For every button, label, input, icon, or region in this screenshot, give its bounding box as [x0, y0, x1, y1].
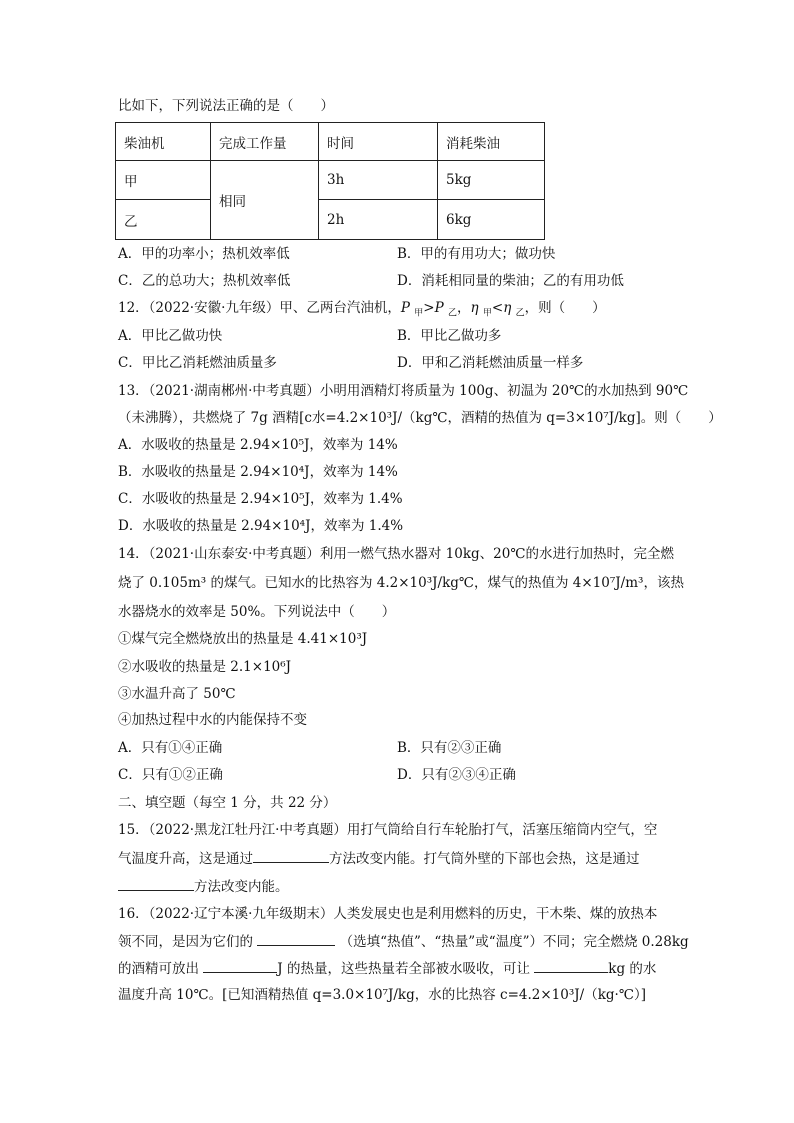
- q15-text: 方法改变内能。打气筒外壁的下部也会热，这是通过: [329, 851, 640, 867]
- answer-blank[interactable]: [118, 876, 194, 891]
- q15-text: 方法改变内能。: [194, 879, 289, 895]
- q12-option-d: D．甲和乙消耗燃油质量一样多: [397, 355, 584, 371]
- table-cell-merged: 相同: [211, 161, 319, 240]
- q13-line1: 13．（2021·湖南郴州·中考真题）小明用酒精灯将质量为 100g、初温为 20℃的水加热到 90℃: [118, 383, 689, 399]
- q14-statement-3: ③水温升高了 50℃: [118, 686, 236, 702]
- q11-option-a: A．甲的功率小；热机效率低: [118, 246, 290, 262]
- q14-option-a: A．只有①④正确: [118, 740, 223, 756]
- q14-line2: 烧了 0.105m³ 的煤气。已知水的比热容为 4.2×10³J/kg℃，煤气的热值为 4×10⁷J/m³，该热: [118, 575, 684, 591]
- q14-statement-4: ④加热过程中水的内能保持不变: [118, 712, 307, 728]
- table-header-row: [116, 123, 545, 161]
- q14-statement-1: ①煤气完全燃烧放出的热量是 4.41×10³J: [118, 631, 368, 647]
- table-header-cell: 完成工作量: [211, 123, 319, 161]
- q16-text: （选填“热值”、“热量”或“温度”）不同；完全燃烧 0.28kg: [339, 934, 689, 950]
- table-cell: 2h: [319, 200, 438, 240]
- answer-blank[interactable]: [253, 848, 329, 863]
- q12-option-a: A．甲比乙做功快: [118, 328, 223, 344]
- q12-option-b: B．甲比乙做功多: [397, 328, 502, 344]
- q12-option-c: C．甲比乙消耗燃油质量多: [118, 355, 277, 371]
- q16-line4: 温度升高 10℃。[已知酒精热值 q=3.0×10⁷J/kg，水的比热容 c=4.2×10³J/（kg·℃）]: [118, 987, 646, 1003]
- q14-line1: 14．（2021·山东泰安·中考真题）利用一燃气热水器对 10kg、20℃的水进行加热时，完全燃: [118, 546, 674, 562]
- table-cell: 5kg: [438, 161, 545, 200]
- q16-line2: [118, 931, 689, 952]
- intro-line: 比如下，下列说法正确的是（ ）: [118, 98, 334, 114]
- q13-option-d: D．水吸收的热量是 2.94×10⁴J，效率为 1.4%: [118, 518, 404, 534]
- table-cell: 乙: [116, 200, 211, 240]
- q15-line3: [118, 876, 289, 897]
- q14-option-c: C．只有①②正确: [118, 767, 223, 783]
- answer-blank[interactable]: [534, 958, 608, 973]
- table-row: [116, 161, 545, 200]
- data-table: [115, 122, 545, 240]
- q13-line2: （未沸腾），共燃烧了 7g 酒精[c水=4.2×10³J/（kg℃，酒精的热值为 q=3×10⁷J/kg]。则（ ）: [118, 410, 722, 426]
- table-header-cell: 柴油机: [116, 123, 211, 161]
- q16-line1: 16．（2022·辽宁本溪·九年级期末）人类发展史也是利用燃料的历史，干木柴、煤的放热本: [118, 906, 658, 922]
- q16-line3: [118, 958, 656, 979]
- q16-text: J 的热量，这些热量若全部被水吸收，可让: [277, 961, 530, 977]
- q15-line2: [118, 848, 640, 869]
- q11-option-b: B．甲的有用功大；做功快: [397, 246, 556, 262]
- q12-formula: P $_甲$>P $_乙$，η $_甲$<η $_乙$: [400, 300, 525, 319]
- table-cell: 3h: [319, 161, 438, 200]
- table-header-cell: 消耗柴油: [438, 123, 545, 161]
- table-header-cell: 时间: [319, 123, 438, 161]
- answer-blank[interactable]: [257, 931, 335, 946]
- q14-option-b: B．只有②③正确: [397, 740, 502, 756]
- q11-option-c: C．乙的总功大；热机效率低: [118, 273, 291, 289]
- table-cell: 6kg: [438, 200, 545, 240]
- q13-option-c: C．水吸收的热量是 2.94×10⁵J，效率为 1.4%: [118, 491, 403, 507]
- table-cell: 甲: [116, 161, 211, 200]
- q14-option-d: D．只有②③④正确: [397, 767, 516, 783]
- table-row: [116, 200, 545, 240]
- q16-text: 领不同，是因为它们的: [118, 934, 253, 950]
- q15-line1: 15．（2022·黑龙江牡丹江·中考真题）用打气筒给自行车轮胎打气，活塞压缩筒内空气，空: [118, 822, 658, 838]
- q16-text: 的酒精可放出: [118, 961, 199, 977]
- q12-stem-text: 12．（2022·安徽·九年级）甲、乙两台汽油机，: [118, 300, 401, 316]
- q14-line3: 水器烧水的效率是 50%。下列说法中（ ）: [118, 604, 396, 620]
- q12-stem: [118, 298, 606, 324]
- q11-option-d: D．消耗相同量的柴油；乙的有用功低: [397, 273, 624, 289]
- section-heading: 二、填空题（每空 1 分，共 22 分）: [118, 795, 337, 811]
- answer-blank[interactable]: [203, 958, 277, 973]
- q15-text: 气温度升高，这是通过: [118, 851, 253, 867]
- q12-stem-end: ，则（ ）: [524, 300, 606, 316]
- q14-statement-2: ②水吸收的热量是 2.1×10⁶J: [118, 659, 292, 675]
- q13-option-b: B．水吸收的热量是 2.94×10⁴J，效率为 14%: [118, 464, 398, 480]
- q16-text: kg 的水: [608, 961, 657, 977]
- q13-option-a: A．水吸收的热量是 2.94×10⁵J，效率为 14%: [118, 437, 398, 453]
